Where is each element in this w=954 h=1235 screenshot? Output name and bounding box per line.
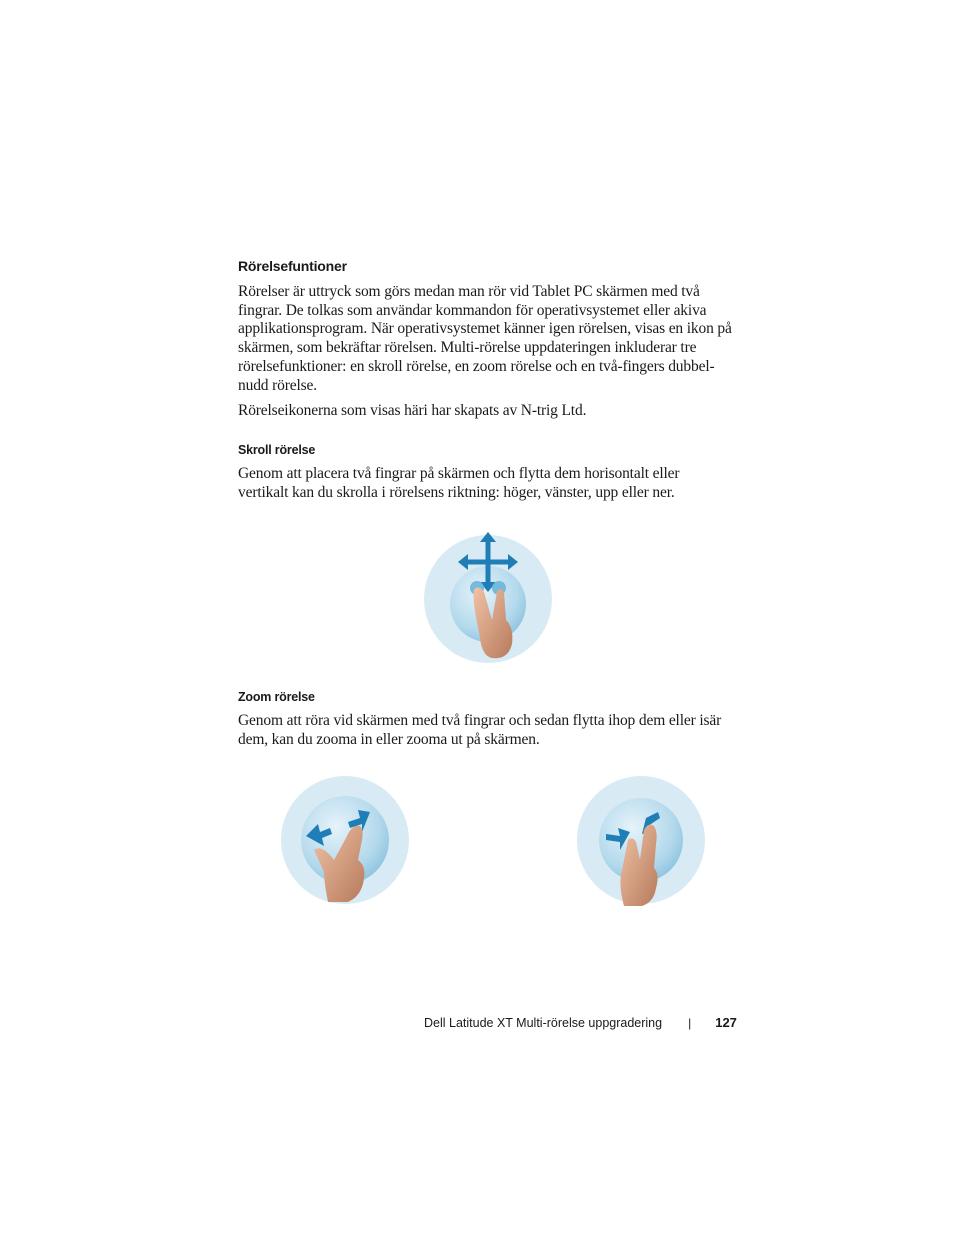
scroll-gesture-figure [420,528,556,675]
footer-title: Dell Latitude XT Multi-rörelse uppgradering [424,1015,663,1030]
page-content [238,258,738,502]
section-heading: Rörelsefuntioner [238,258,347,274]
footer-separator: | [688,1015,692,1030]
intro-paragraph: Rörelser är uttryck som görs medan man rör vid Tablet PC skärmen med två fingrar. De tolkas som användar kommandon för operativsystemet eller akiva applikationsprogram. När operativsystemet känner igen rörelsen, visas en ikon på skärmen, som bekräftar rörelsen. Multi-rörelse uppdateringen inkluderar tre rörelsefunktioner: en skroll rörelse, en zoom rörelse och en två-fingers dubbel-nudd rörelse. [238,283,732,394]
zoom-spread-icon [278,774,414,908]
zoom-section [238,690,738,749]
page-footer [424,1015,744,1030]
credit-paragraph: Rörelseikonerna som visas häri har skapats av N-trig Ltd. [238,402,587,420]
zoom-heading: Zoom rörelse [238,690,315,704]
scroll-paragraph: Genom att placera två fingrar på skärmen och flytta dem horisontalt eller vertikalt kan du skrolla i rörelsens riktning: höger, vänster, upp eller ner. [238,464,680,501]
zoom-spread-figure [278,774,414,913]
zoom-pinch-icon [574,774,710,908]
zoom-pinch-figure [574,774,710,913]
scroll-gesture-icon [420,528,556,670]
zoom-paragraph: Genom att röra vid skärmen med två fingrar och sedan flytta ihop dem eller isär dem, kan du zooma in eller zooma ut på skärmen. [238,712,722,748]
scroll-heading: Skroll rörelse [238,442,316,457]
page-number: 127 [715,1015,737,1030]
